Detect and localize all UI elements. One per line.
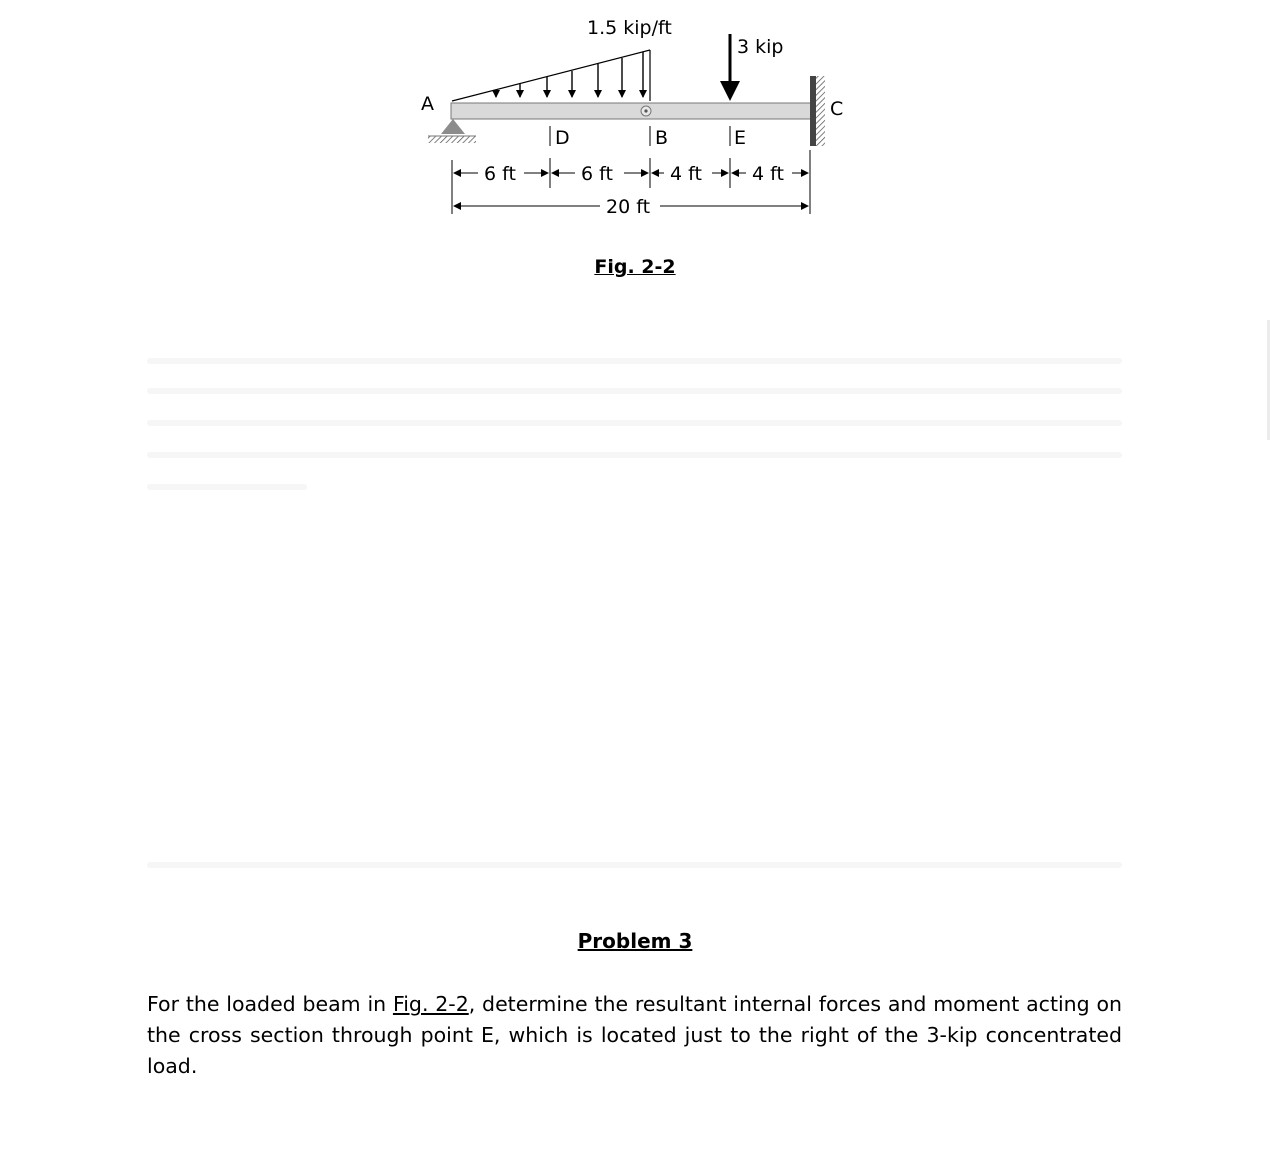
figure-caption: Fig. 2-2 (594, 256, 676, 278)
problem-text-start: For the loaded beam in (147, 992, 393, 1016)
problem-title: Problem 3 (577, 929, 693, 953)
label-b: B (655, 127, 669, 149)
faint-background-line (147, 420, 1122, 426)
dimension-3: 4 ft (670, 163, 702, 185)
faint-background-line (147, 452, 1122, 458)
figure-reference-link: Fig. 2-2 (392, 992, 469, 1016)
dimension-4: 4 ft (752, 163, 784, 185)
point-load-label: 3 kip (737, 36, 784, 58)
distributed-load (452, 50, 650, 101)
dimension-1: 6 ft (484, 163, 516, 185)
label-a: A (421, 93, 434, 115)
beam (451, 103, 811, 119)
pin-support-a (428, 119, 476, 143)
label-c: C (830, 98, 844, 120)
faint-background-line (147, 388, 1122, 394)
distributed-load-label: 1.5 kip/ft (587, 17, 672, 39)
problem-text-end: , determine the resultant internal forces and moment acting on the cross section through point E, which is located just to the right of the 3-kip concentrated load. (147, 992, 1123, 1078)
problem-statement (147, 989, 1122, 1082)
beam-figure (0, 0, 1270, 300)
dimension-2: 6 ft (581, 163, 613, 185)
label-e: E (734, 127, 747, 149)
fixed-wall-c (810, 76, 825, 146)
faint-background-line (147, 358, 1122, 364)
dimension-total: 20 ft (606, 196, 651, 218)
faint-background-line (147, 484, 307, 490)
faint-background-line (147, 862, 1122, 868)
label-d: D (555, 127, 570, 149)
